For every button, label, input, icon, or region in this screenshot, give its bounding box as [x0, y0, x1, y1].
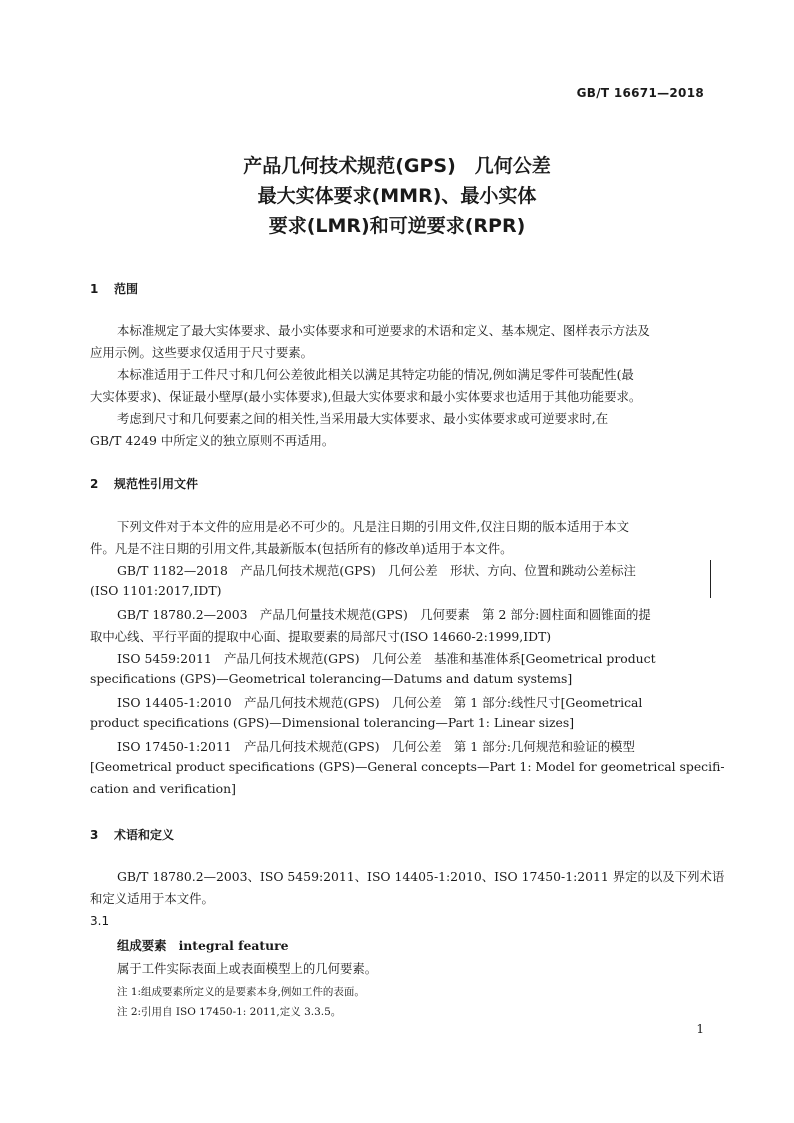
note-1: 注 1:组成要素所定义的是要素本身,例如工件的表面。 [117, 986, 365, 998]
section-number: 1 [90, 282, 99, 296]
term-heading [117, 936, 289, 954]
paragraph-line: 下列文件对于本文件的应用是必不可少的。凡是注日期的引用文件,仅注日期的版本适用于本文 [117, 519, 629, 534]
reference-line: (ISO 1101:2017,IDT) [90, 583, 222, 598]
section-title: 术语和定义 [114, 828, 175, 842]
title-line-2: 最大实体要求(MMR)、最小实体 [257, 185, 537, 207]
reference-line: specifications (GPS)—Geometrical tolerancing—Datums and datum systems] [90, 671, 573, 686]
reference-line: cation and verification] [90, 781, 236, 796]
term-english: integral feature [178, 938, 289, 953]
paragraph-line: 应用示例。这些要求仅适用于尺寸要素。 [90, 345, 314, 360]
section-number: 2 [90, 477, 99, 491]
paragraph-line: 和定义适用于本文件。 [90, 891, 214, 906]
paragraph-line: 本标准适用于工件尺寸和几何公差彼此相关以满足其特定功能的情况,例如满足零件可装配性(最 [117, 367, 634, 382]
section-title: 范围 [114, 282, 139, 296]
section-1-heading [90, 280, 138, 297]
reference-line: GB/T 1182—2018 产品几何技术规范(GPS) 几何公差 形状、方向、位置和跳动公差标注 [117, 563, 636, 578]
note-2: 注 2:引用自 ISO 17450-1: 2011,定义 3.3.5。 [117, 1006, 342, 1018]
section-title: 规范性引用文件 [114, 477, 199, 491]
paragraph-line: 大实体要求)、保证最小壁厚(最小实体要求),但最大实体要求和最小实体要求也适用于其他功能要求。 [90, 389, 642, 404]
reference-line: 取中心线、平行平面的提取中心面、提取要素的局部尺寸(ISO 14660-2:1999,IDT) [90, 629, 552, 644]
section-3-heading [90, 826, 174, 843]
reference-line: ISO 14405-1:2010 产品几何技术规范(GPS) 几何公差 第 1 部分:线性尺寸[Geometrical [117, 695, 643, 710]
reference-line: [Geometrical product specifications (GPS)—General concepts—Part 1: Model for geometrical specifi- [90, 759, 725, 774]
term-number: 3.1 [90, 914, 110, 928]
section-2-heading [90, 475, 198, 492]
reference-line: GB/T 18780.2—2003 产品几何量技术规范(GPS) 几何要素 第 2 部分:圆柱面和圆锥面的提 [117, 607, 651, 622]
document-title [0, 151, 794, 241]
title-line-1: 产品几何技术规范(GPS) 几何公差 [243, 155, 551, 177]
reference-line: ISO 5459:2011 产品几何技术规范(GPS) 几何公差 基准和基准体系[Geometrical product [117, 651, 656, 666]
term-definition: 属于工件实际表面上或表面模型上的几何要素。 [117, 961, 378, 976]
term-chinese: 组成要素 [117, 938, 167, 953]
paragraph-line: 考虑到尺寸和几何要素之间的相关性,当采用最大实体要求、最小实体要求或可逆要求时,在 [117, 411, 609, 426]
page-number: 1 [696, 1022, 704, 1036]
section-number: 3 [90, 828, 99, 842]
paragraph-line: GB/T 4249 中所定义的独立原则不再适用。 [90, 433, 335, 448]
title-line-3: 要求(LMR)和可逆要求(RPR) [268, 215, 526, 237]
standard-number: GB/T 16671—2018 [576, 86, 704, 100]
change-bar [710, 560, 711, 598]
paragraph-line: 件。凡是不注日期的引用文件,其最新版本(包括所有的修改单)适用于本文件。 [90, 541, 513, 556]
reference-line: ISO 17450-1:2011 产品几何技术规范(GPS) 几何公差 第 1 部分:几何规范和验证的模型 [117, 739, 635, 754]
paragraph-line: 本标准规定了最大实体要求、最小实体要求和可逆要求的术语和定义、基本规定、图样表示方法及 [117, 323, 650, 338]
paragraph-line: GB/T 18780.2—2003、ISO 5459:2011、ISO 14405-1:2010、ISO 17450-1:2011 界定的以及下列术语 [117, 869, 725, 884]
reference-line: product specifications (GPS)—Dimensional tolerancing—Part 1: Linear sizes] [90, 715, 575, 730]
